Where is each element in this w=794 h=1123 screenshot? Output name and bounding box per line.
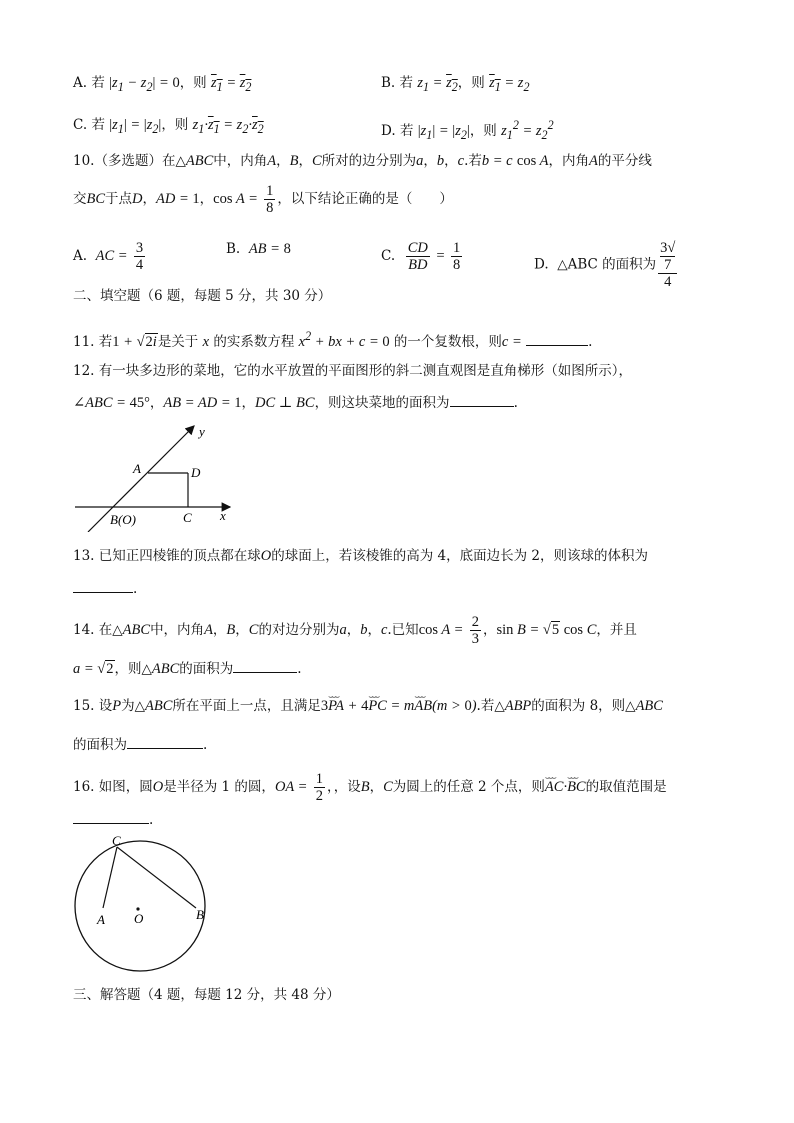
q9-option-d: D. 若 $|z_1| = |z_2|$，则 $z_1^2 = z_2^2$	[381, 118, 554, 142]
label-y: y	[199, 424, 205, 439]
q12-line2: ∠ABC = 45°，AB = AD = 1，DC ⊥ BC，则这块菜地的面积为 .	[73, 392, 518, 412]
figure-q16-circle	[70, 836, 215, 976]
section-solutions-header: 三、解答题（4 题，每题 12 分，共 48 分）	[73, 987, 340, 1003]
circle-o	[75, 841, 205, 971]
q10-option-d: D. △ABC 的面积为 3√ 7 4	[534, 240, 676, 290]
q12-line1: 12. 有一块多边形的菜地，它的水平放置的平面图形的斜二测直观图是直角梯形（如图所示），	[73, 363, 633, 379]
q10-line1: 10.（多选题）在△ABC中，内角A，B，C所对的边分别为a，b，c.若b = c cos A，内角A的平分线	[73, 153, 652, 169]
q14-line2: a = √2，则△ABC的面积为 .	[73, 658, 302, 678]
q13-line2: .	[73, 578, 137, 598]
q10-option-b: B. AB = 8	[226, 241, 291, 257]
label-c: C	[183, 510, 192, 525]
q15-line2: 的面积为 .	[73, 734, 207, 754]
q9-option-b: B. 若 $z_1 = z_2$，则 $z_1 = z_2$	[381, 75, 530, 94]
segment-ac	[103, 847, 117, 908]
label-b: B(O)	[110, 512, 136, 527]
q9-option-a: A. 若 $|z_1 - z_2| = 0$，则 $z_1 = z_2$	[73, 75, 252, 94]
label-x: x	[220, 508, 226, 523]
label-c: C	[112, 836, 121, 848]
label-b: B	[196, 907, 204, 922]
q10-option-a: A. AC = $\frac{3}{4}$	[73, 240, 144, 273]
q13-line1: 13. 已知正四棱锥的顶点都在球O的球面上，若该棱锥的高为 4，底面边长为 2，则该球的体积为	[73, 548, 649, 564]
q11: 11. 若1 + √2i是关于 x 的实系数方程 $x^2$ + bx + c = 0 的一个复数根，则c = .	[73, 329, 593, 350]
label-d: D	[191, 465, 201, 480]
q10-option-c: C. $\frac{CD}{BD}$ = $\frac{1}{8}$	[381, 240, 461, 273]
segment-bc	[117, 847, 196, 908]
q9-option-c: C. 若 $|z_1| = |z_2|$，则 $z_1\cdot z_1 = z_2\cdot z_2$	[73, 117, 264, 136]
q16-line2: .	[73, 809, 153, 829]
label-a: A	[133, 461, 141, 476]
q14-line1: 14. 在△ABC中，内角A，B，C的对边分别为a，b，c.已知cos A = $\frac{2}{3}$ ，sin B = √5 cos C，并且	[73, 614, 637, 647]
q16-line1: 16. 如图，圆O是半径为 1 的圆，OA = $\frac{1}{2}$ ，，设B，C为圆上的任意 2 个点，则⌣⌣⌣ AC·⌣⌣⌣ BC的取值范围是	[73, 771, 667, 804]
figure-q12-trapezoid	[70, 420, 240, 532]
q15-line1: 15. 设P为△ABC所在平面上一点，且满足3⌣⌣⌣ PA + 4⌣⌣⌣ PC = m⌣⌣⌣ AB(m > 0).若△ABP的面积为 8，则△ABC	[73, 697, 663, 715]
section-fill-in-header: 二、填空题（6 题，每题 5 分，共 30 分）	[73, 288, 332, 304]
q10-line2: 交BC于点D，AD = 1，cos A = $\frac{1}{8}$ ，以下结论正确的是（ ）	[73, 183, 453, 216]
label-o: O	[134, 911, 144, 926]
y-axis	[88, 426, 194, 532]
label-a: A	[97, 912, 105, 927]
